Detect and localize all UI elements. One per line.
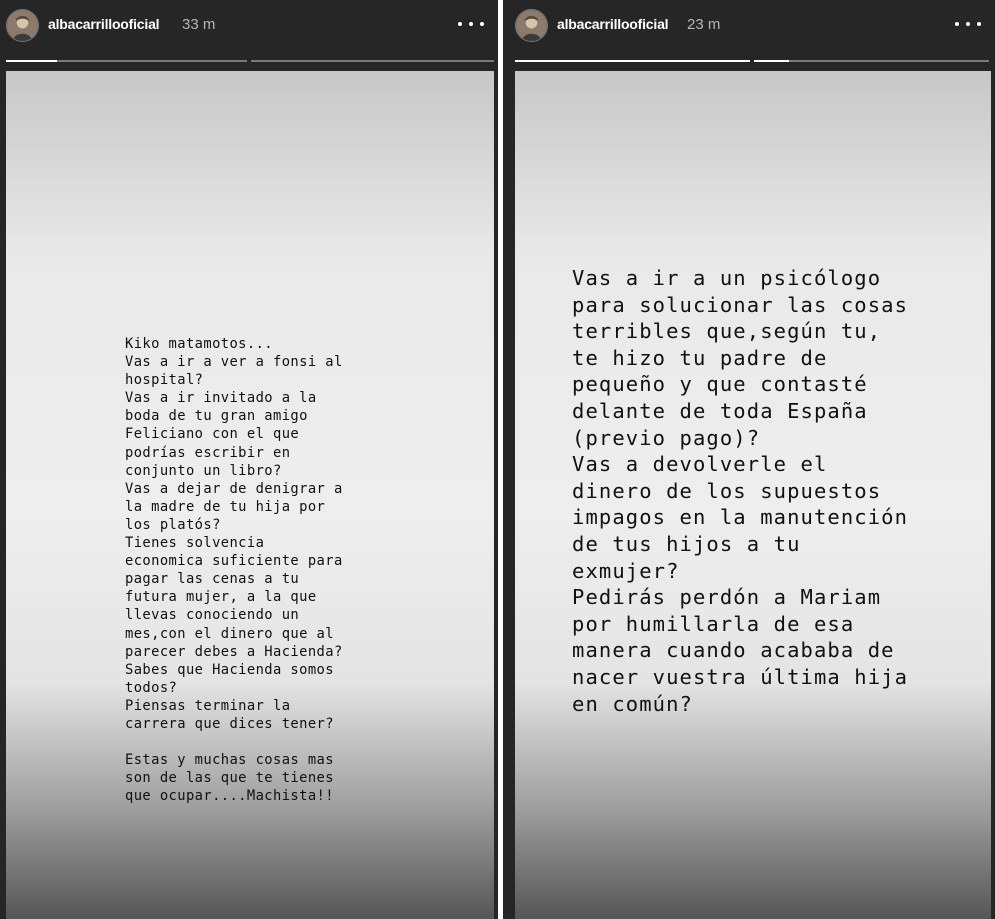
avatar[interactable]: [515, 9, 548, 42]
story-panel-right[interactable]: [503, 0, 995, 919]
story-progress-bar: [251, 60, 494, 62]
progress-fill: [515, 60, 750, 62]
story-header: [0, 0, 498, 60]
dot-icon: [480, 22, 484, 26]
story-progress-bar: [754, 60, 989, 62]
story-timestamp: 23 m: [687, 16, 721, 33]
dot-icon: [966, 22, 970, 26]
story-timestamp: 33 m: [182, 16, 216, 33]
more-options-icon[interactable]: [458, 13, 484, 35]
dot-icon: [469, 22, 473, 26]
story-content[interactable]: [515, 71, 991, 919]
username[interactable]: albacarrillooficial: [557, 16, 669, 32]
username[interactable]: albacarrillooficial: [48, 16, 160, 32]
story-progress-bar: [6, 60, 247, 62]
story-progress-bar: [515, 60, 750, 62]
avatar[interactable]: [6, 9, 39, 42]
more-options-icon[interactable]: [955, 13, 981, 35]
progress-fill: [754, 60, 789, 62]
story-text: Kiko matamotos... Vas a ir a ver a fonsi al hospital? Vas a ir invitado a la boda de tu gran amigo Feliciano con el que podrías escribir en conjunto un libro? Vas a dejar de denigrar a la madre de tu hija por los platós? Tienes solvencia economica suficiente para pagar las cenas a tu futura mujer, a la que llevas conociendo un mes,con el dinero que al parecer debes a Hacienda? Sabes que Hacienda somos todos? Piensas terminar la carrera que dices tener? Estas y muchas cosas mas son de las que te tienes que ocupar....Machista!!: [125, 336, 343, 805]
story-content[interactable]: [6, 71, 494, 919]
dot-icon: [955, 22, 959, 26]
story-text: Vas a ir a un psicólogo para solucionar las cosas terribles que,según tu, te hizo tu padre de pequeño y que contasté delante de toda España (previo pago)? Vas a devolverle el dinero de los supuestos impagos en la manutención de tus hijos a tu exmujer? Pedirás perdón a Mariam por humillarla de esa manera cuando acababa de nacer vuestra última hija en común?: [572, 266, 909, 716]
progress-fill: [6, 60, 57, 62]
dot-icon: [458, 22, 462, 26]
dot-icon: [977, 22, 981, 26]
story-header: [503, 0, 995, 60]
